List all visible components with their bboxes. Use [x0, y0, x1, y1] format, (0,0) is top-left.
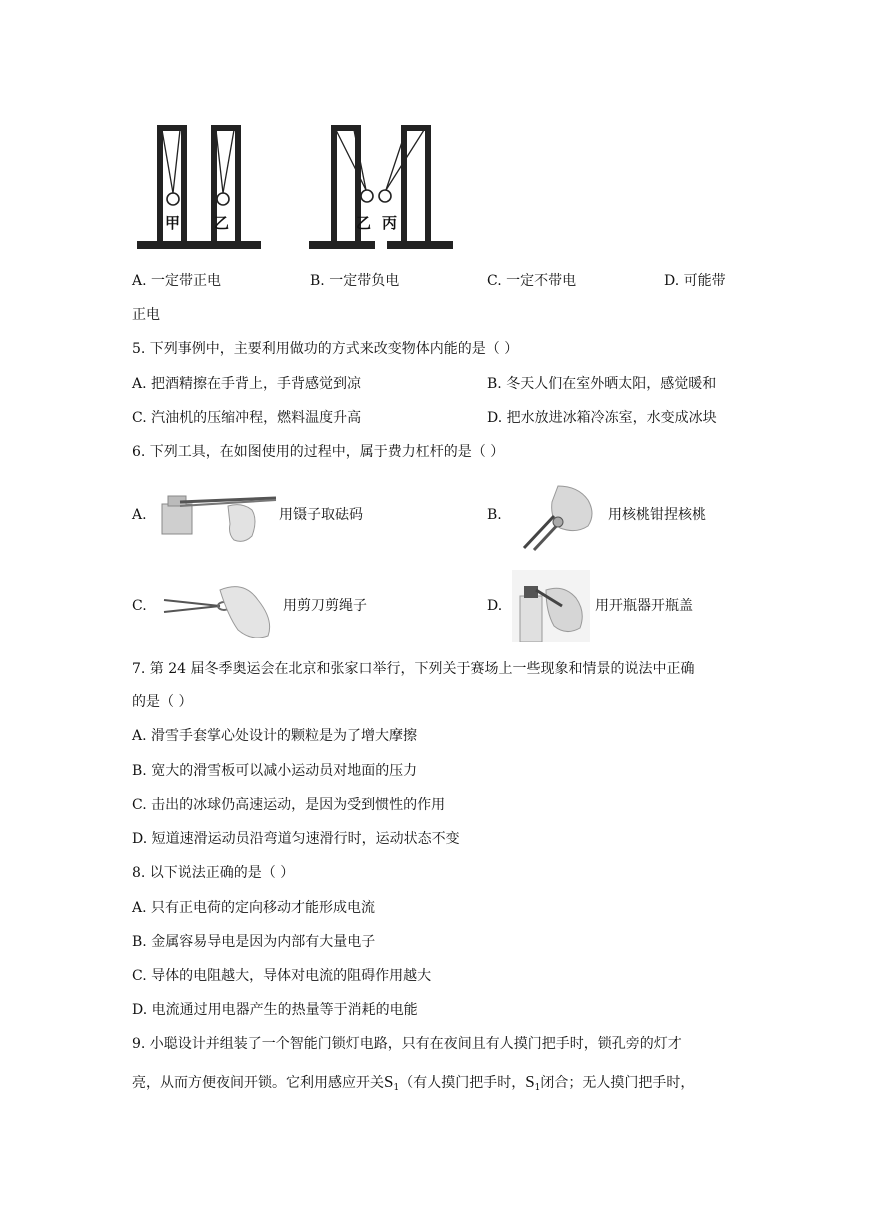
q8-option-d: D. 电流通过用电器产生的热量等于消耗的电能 — [132, 1002, 418, 1018]
q5-option-b: B. 冬天人们在室外晒太阳，感觉暖和 — [487, 376, 717, 392]
charged-balls-figure — [130, 118, 460, 258]
q7-option-c: C. 击出的冰球仍高速运动，是因为受到惯性的作用 — [132, 797, 446, 813]
q7-option-a: A. 滑雪手套掌心处设计的颗粒是为了增大摩擦 — [132, 728, 418, 744]
q6-letter-b: B. — [487, 507, 502, 523]
q9-stem-line2 — [132, 1072, 694, 1098]
q6-caption-d: 用开瓶器开瓶盖 — [595, 598, 693, 614]
q7-stem-line1: 7. 第 24 届冬季奥运会在北京和张家口举行，下列关于赛场上一些现象和情景的说法中正确 — [132, 661, 695, 677]
q7-option-b: B. 宽大的滑雪板可以减小运动员对地面的压力 — [132, 763, 418, 779]
q4-option-d-wrap: 正电 — [132, 307, 160, 323]
q6-letter-a: A. — [132, 507, 147, 523]
q4-option-b: B. 一定带负电 — [310, 273, 400, 289]
q6-caption-a: 用镊子取砝码 — [279, 507, 363, 523]
q9-switch-symbol: S — [384, 1072, 394, 1091]
q9-switch-symbol-2: S — [525, 1072, 535, 1091]
q7-option-d: D. 短道速滑运动员沿弯道匀速滑行时，运动状态不变 — [132, 831, 460, 847]
q8-option-c: C. 导体的电阻越大，导体对电流的阻碍作用越大 — [132, 968, 432, 984]
q6-stem: 6. 下列工具，在如图使用的过程中，属于费力杠杆的是（ ） — [132, 444, 505, 460]
q5-option-d: D. 把水放进冰箱冷冻室，水变成冰块 — [487, 410, 717, 426]
q5-option-c: C. 汽油机的压缩冲程，燃料温度升高 — [132, 410, 362, 426]
q9-switch-subscript-2: 1 — [534, 1083, 541, 1093]
q8-option-a: A. 只有正电荷的定向移动才能形成电流 — [132, 900, 376, 916]
q6-caption-c: 用剪刀剪绳子 — [283, 598, 367, 614]
q9-line2-part1: 亮，从而方便夜间开锁。它利用感应开关 — [132, 1075, 384, 1091]
label-jia: 甲 — [165, 214, 181, 232]
q4-option-c: C. 一定不带电 — [487, 273, 577, 289]
q9-line2-part2: （有人摸门把手时， — [399, 1075, 526, 1091]
q7-stem-line2: 的是（ ） — [132, 694, 193, 710]
label-yi-1: 乙 — [214, 214, 230, 232]
tweezers-picture — [158, 484, 280, 546]
label-bing: 丙 — [382, 214, 398, 232]
q4-option-a: A. 一定带正电 — [132, 273, 222, 289]
scissors-picture — [160, 576, 280, 638]
q9-switch-subscript: 1 — [393, 1083, 400, 1093]
label-yi-2: 乙 — [356, 214, 372, 232]
q6-caption-b: 用核桃钳捏核桃 — [608, 507, 706, 523]
q9-stem-line1: 9. 小聪设计并组装了一个智能门锁灯电路，只有在夜间且有人摸门把手时，锁孔旁的灯才 — [132, 1036, 682, 1052]
q4-option-d: D. 可能带 — [664, 273, 726, 289]
q8-option-b: B. 金属容易导电是因为内部有大量电子 — [132, 934, 376, 950]
q8-stem: 8. 以下说法正确的是（ ） — [132, 865, 295, 881]
q9-line2-part3: 闭合；无人摸门把手时， — [540, 1075, 695, 1091]
nutcracker-picture — [518, 482, 604, 552]
q5-stem: 5. 下列事例中，主要利用做功的方式来改变物体内能的是（ ） — [132, 341, 519, 357]
bottle-opener-picture — [512, 570, 590, 642]
q6-letter-d: D. — [487, 598, 503, 614]
q6-letter-c: C. — [132, 598, 147, 614]
q5-option-a: A. 把酒精擦在手背上，手背感觉到凉 — [132, 376, 362, 392]
